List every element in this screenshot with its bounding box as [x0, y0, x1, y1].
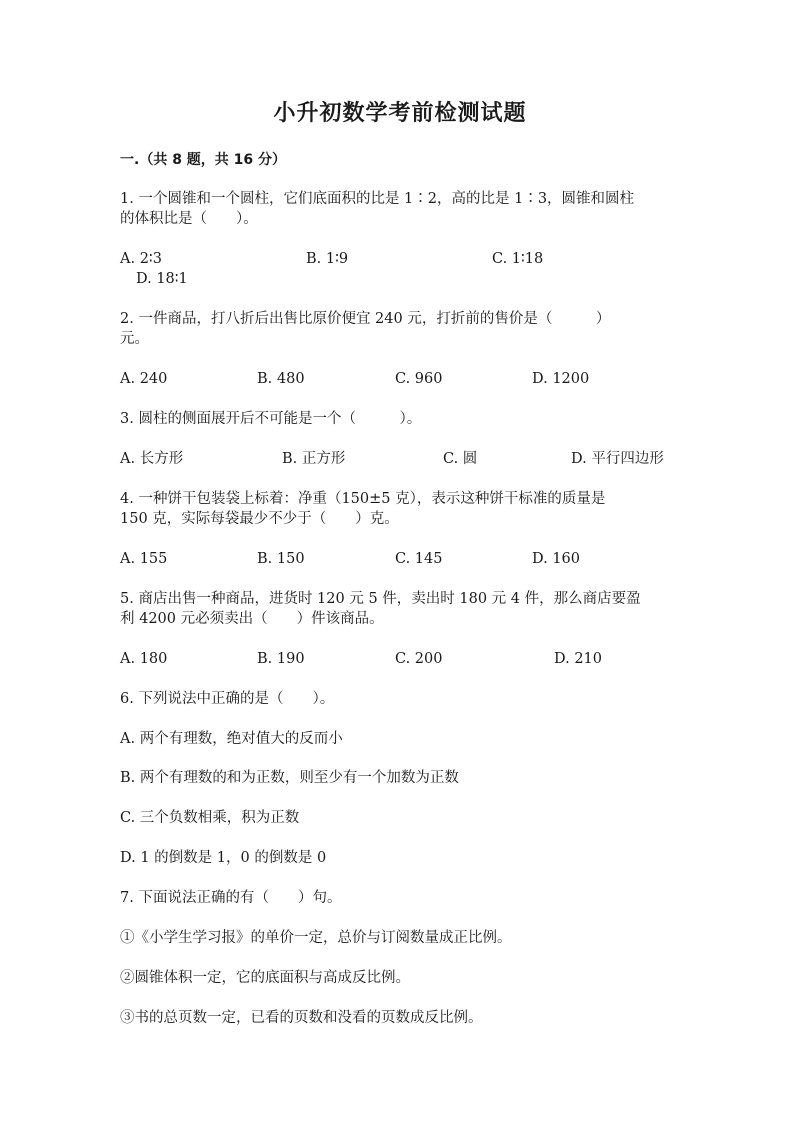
- question-2-option-a: A. 240: [120, 371, 168, 387]
- question-2-stem-line-2: 元。: [120, 331, 149, 347]
- question-4-stem-line-1: 4. 一种饼干包装袋上标着：净重（150±5 克），表示这种饼干标准的质量是: [120, 491, 606, 507]
- question-3-option-d: D. 平行四边形: [571, 451, 664, 467]
- question-6-option-d: D. 1 的倒数是 1，0 的倒数是 0: [120, 850, 327, 866]
- question-3-stem: 3. 圆柱的侧面展开后不可能是一个（ ）。: [120, 411, 422, 427]
- question-5-stem-line-2: 利 4200 元必须卖出（ ）件该商品。: [120, 611, 384, 627]
- question-6-stem: 6. 下列说法中正确的是（ ）。: [120, 691, 335, 707]
- question-4-option-b: B. 150: [257, 551, 305, 567]
- question-1-stem-line-2: 的体积比是（ ）。: [120, 211, 258, 227]
- question-1-option-b: B. 1∶9: [306, 251, 349, 267]
- question-1-option-d: D. 18∶1: [136, 271, 188, 287]
- question-7-statement-2: ②圆锥体积一定，它的底面积与高成反比例。: [120, 970, 410, 986]
- question-2-option-d: D. 1200: [532, 371, 590, 387]
- question-1-option-a: A. 2∶3: [120, 251, 162, 267]
- question-7-stem: 7. 下面说法正确的有（ ）句。: [120, 890, 342, 906]
- question-1-stem-line-1: 1. 一个圆锥和一个圆柱，它们底面积的比是 1∶2，高的比是 1∶3，圆锥和圆柱: [120, 191, 635, 207]
- question-6-option-b: B. 两个有理数的和为正数，则至少有一个加数为正数: [120, 770, 459, 786]
- question-2-option-c: C. 960: [395, 371, 443, 387]
- question-5-option-d: D. 210: [554, 651, 603, 667]
- question-2-stem-line-1: 2. 一件商品，打八折后出售比原价便宜 240 元，打折前的售价是（ ）: [120, 311, 611, 327]
- page-title: 小升初数学考前检测试题: [273, 101, 527, 126]
- question-4-stem-line-2: 150 克，实际每袋最少不少于（ ）克。: [120, 511, 399, 527]
- section-heading: 一.（共 8 题，共 16 分）: [120, 152, 287, 168]
- question-7-statement-3: ③书的总页数一定，已看的页数和没看的页数成反比例。: [120, 1010, 483, 1026]
- question-3-option-a: A. 长方形: [120, 451, 184, 467]
- question-6-option-c: C. 三个负数相乘，积为正数: [120, 810, 300, 826]
- question-5-option-a: A. 180: [120, 651, 168, 667]
- question-7-statement-1: ①《小学生学习报》的单价一定，总价与订阅数量成正比例。: [120, 930, 512, 946]
- question-4-option-c: C. 145: [395, 551, 443, 567]
- question-3-option-c: C. 圆: [443, 451, 478, 467]
- question-4-option-d: D. 160: [532, 551, 581, 567]
- question-6-option-a: A. 两个有理数，绝对值大的反而小: [120, 731, 343, 747]
- question-5-option-c: C. 200: [395, 651, 443, 667]
- question-1-option-c: C. 1∶18: [492, 251, 544, 267]
- question-5-option-b: B. 190: [257, 651, 305, 667]
- question-5-stem-line-1: 5. 商店出售一种商品，进货时 120 元 5 件，卖出时 180 元 4 件，那么商店要盈: [120, 591, 641, 607]
- question-3-option-b: B. 正方形: [282, 451, 346, 467]
- question-2-option-b: B. 480: [257, 371, 305, 387]
- question-4-option-a: A. 155: [120, 551, 168, 567]
